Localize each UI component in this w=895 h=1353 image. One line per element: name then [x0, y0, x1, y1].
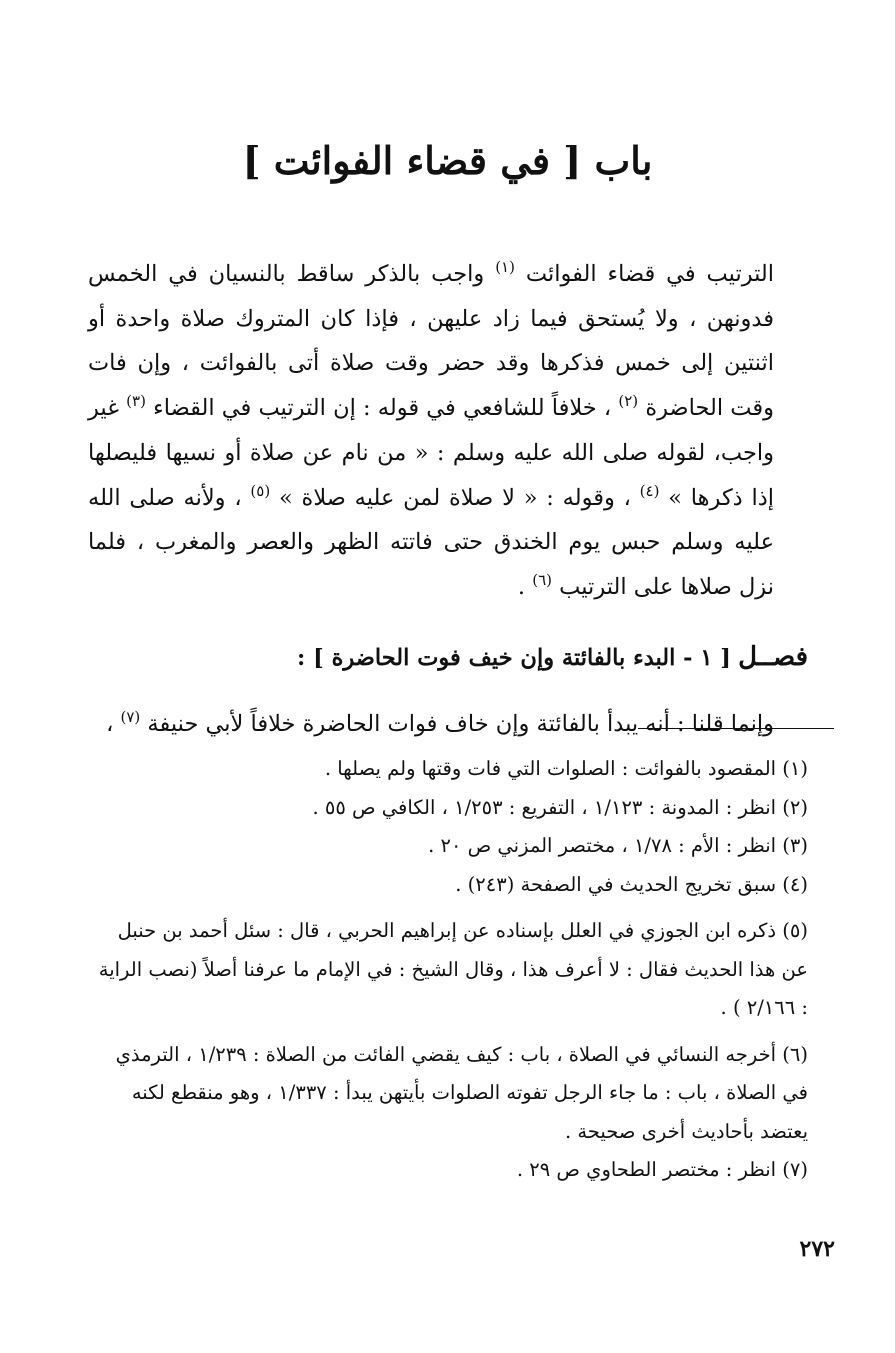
- main-paragraph: [88, 252, 808, 610]
- section-heading-text: [ ١ - البدء بالفائتة وإن خيف فوت الحاضرة ] :: [296, 644, 731, 671]
- section-text-tail: ،: [106, 711, 114, 737]
- footnote-7: (٧) انظر : مختصر الطحاوي ص ٢٩ .: [516, 1158, 808, 1181]
- footnote-ref-1[interactable]: (١): [495, 258, 515, 276]
- footnote-5: (٥) ذكره ابن الجوزي في العلل بإسناده عن إبراهيم الحربي ، قال : سئل أحمد بن حنبل عن هذا الحديث فقال : لا أعرف هذا ، وقال الشيخ : في الإمام ما عرفنا أصلاً (نصب الراية : ٢/١٦٦ ) .: [98, 919, 808, 1019]
- footnotes: [96, 750, 808, 1190]
- footnote-2: (٢) انظر : المدونة : ١/١٢٣ ، التفريع : ١/٢٥٣ ، الكافي ص ٥٥ .: [312, 795, 808, 819]
- section-lead-word: فصــل: [738, 641, 808, 672]
- footnote-separator: [638, 728, 834, 729]
- body-text-segment: ، خلافاً للشافعي في قوله : إن الترتيب في القضاء: [153, 395, 612, 422]
- footnote-4: (٤) سبق تخريج الحديث في الصفحة (٢٤٣) .: [455, 872, 808, 896]
- section-block: [88, 612, 808, 769]
- footnote-ref-3[interactable]: (٣): [126, 392, 146, 411]
- section-text: وإنما قلنا : أنه يبدأ بالفائتة وإن خاف فوات الحاضرة خلافاً لأبي حنيفة: [147, 711, 774, 737]
- body-text-segment: ، وقوله : « لا صلاة لمن عليه صلاة »: [278, 484, 631, 511]
- body-text-segment: واجب بالذكر ساقط بالنسيان في الخمس فدونهن ، ولا يُستحق فيما زاد عليهن ، فإذا كان المتروك صلاة واحدة أو اثنتين إلى خمس فذكرها وقد حضر وقت صلاة أتى بالفوائت ، وإن فات وقت الحاضرة: [88, 261, 775, 422]
- body-text-segment: .: [517, 573, 526, 600]
- section-paragraph: [88, 702, 808, 746]
- footnote-ref-6[interactable]: (٦): [532, 570, 553, 589]
- chapter-title: باب [ في قضاء الفوائت ]: [242, 138, 653, 183]
- body-text-segment: غير واجب، لقوله صلى الله عليه وسلم : « من نام عن صلاة أو نسيها فليصلها إذا ذكرها »: [88, 395, 774, 511]
- body-text-segment: الترتيب في قضاء الفوائت: [525, 261, 775, 287]
- page-number: ٢٧٢: [799, 1236, 835, 1262]
- footnote-1: (١) المقصود بالفوائت : الصلوات التي فات وقتها ولم يصلها .: [324, 757, 808, 780]
- footnote-3: (٣) انظر : الأم : ١/٧٨ ، مختصر المزني ص ٢٠ .: [428, 834, 808, 857]
- body-text-segment: ، ولأنه صلى الله عليه وسلم حبس يوم الخندق حتى فاتته الظهر والعصر والمغرب ، فلما نزل صلاها على الترتيب: [88, 484, 774, 600]
- footnote-ref-5[interactable]: (٥): [250, 481, 271, 500]
- section-heading: [88, 635, 808, 680]
- footnote-ref-4[interactable]: (٤): [639, 481, 660, 500]
- footnote-6: (٦) أخرجه النسائي في الصلاة ، باب : كيف يقضي الفائت من الصلاة : ١/٢٣٩ ، الترمذي في الصلاة ، باب : ما جاء الرجل تفوته الصلوات بأيتهن يبدأ : ١/٣٣٧ ، وهو منقطع لكنه يعتضد بأحاديث أخرى صحيحة .: [115, 1042, 808, 1143]
- footnote-ref-2[interactable]: (٢): [618, 392, 639, 411]
- footnote-ref-7[interactable]: (٧): [120, 708, 141, 726]
